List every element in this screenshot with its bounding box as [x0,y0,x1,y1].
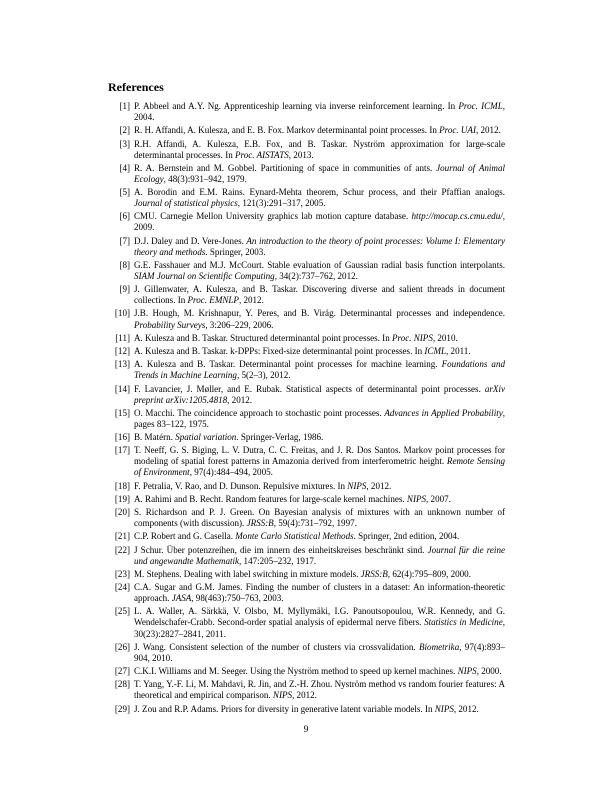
reference-number: [22] [114,544,130,555]
reference-segment: , 2012. [453,703,479,714]
reference-segment: T. Neeff, G. S. Biging, L. V. Dutra, C. C. Freitas, and J. R. Dos Santos. Markov point processes for modeling of spatial forest patterns in Amazonia derived from interferometric height. [134,445,505,467]
reference-text [134,445,505,477]
reference-segment: . Springer, 2003. [205,246,266,257]
reference-segment: F. Lavancier, J. Møller, and E. Rubak. Statistical aspects of determinantal point processes. [134,383,485,394]
reference-text [134,163,505,184]
reference-item [108,187,505,209]
reference-segment: A. Rahimi and B. Recht. Random features for large-scale kernel machines. [134,493,407,504]
reference-number: [7] [119,235,130,246]
reference-venue: Proc. ICML [458,101,503,111]
reference-text [134,101,505,122]
reference-number: [28] [114,679,130,690]
reference-venue: NIPS [457,666,477,677]
reference-segment: A. Kulesza and B. Taskar. k-DPPs: Fixed-size determinantal point processes. In [134,346,425,356]
reference-venue: Remote Sensing of Environment [134,456,505,478]
reference-venue: An introduction to the theory of point processes: Volume I: Elementary theory and methods [134,235,505,257]
reference-segment: L. A. Waller, A. Särkkä, V. Olsbo, M. Myllymäki, I.G. Panoutsopoulou, W.R. Kennedy, and G. Wendelschafer-Crabb. Second-order spatial analysis of epidermal nerve fibers. [134,606,505,628]
reference-segment: , 2012. [366,480,392,491]
reference-text [134,236,505,257]
reference-text [134,582,505,603]
reference-venue: JRSS:B [246,518,274,529]
reference-text [134,666,502,676]
reference-number: [10] [114,308,130,319]
reference-text [134,187,505,208]
reference-segment: T. Yang, Y.-F. Li, M. Mahdavi, R. Jin, and Z.-H. Zhou. Nyström method vs random fourier features: A theoretical and empirical comparison. [134,679,505,701]
reference-item [108,139,505,161]
reference-segment: B. Matérn. [134,432,176,443]
reference-segment: , 97(4):484–494, 2005. [189,467,273,478]
reference-item [108,284,505,306]
reference-venue: Probability Surveys [134,319,206,330]
reference-item [108,642,505,664]
reference-number: [29] [114,703,130,714]
reference-venue: http://mocap.cs.cmu.edu/ [411,211,503,222]
reference-text [134,346,471,356]
reference-segment: , 2004. [134,101,505,123]
reference-text [134,606,505,638]
reference-venue: Proc. AISTATS [235,149,289,160]
reference-segment: R. H. Affandi, A. Kulesza, and E. B. Fox. Markov determinantal point processes. In [134,125,440,136]
reference-segment: , 48(3):931–942, 1979. [163,173,247,184]
reference-text [134,408,505,429]
reference-item [108,582,505,604]
reference-item [108,333,505,344]
reference-segment: P. Abbeel and A.Y. Ng. Apprenticeship learning via inverse reinforcement learning. In [134,101,459,111]
reference-segment: A. Borodin and E.M. Rains. Eynard-Mehta theorem, Schur process, and their Pfaffian analogs. [134,187,505,198]
reference-segment: , 147:205–232, 1917. [239,555,317,566]
reference-venue: NIPS [434,703,454,714]
reference-number: [13] [114,359,130,370]
reference-number: [15] [114,407,130,418]
reference-text [134,679,505,700]
reference-segment: , 62(4):795–809, 2000. [387,568,471,579]
reference-segment: , 2013. [288,149,314,160]
reference-venue: Foundations and Trends in Machine Learning [134,359,505,381]
reference-venue: Monte Carlo Statistical Methods [235,531,354,542]
reference-segment: , 5(2–3), 2012. [236,370,291,381]
reference-text [134,284,505,305]
reference-segment: , 2010. [432,332,458,343]
reference-text [134,139,505,160]
reference-venue: NIPS [347,480,367,491]
reference-text [134,308,505,329]
reference-venue: NIPS [272,690,293,701]
reference-text [134,359,505,380]
reference-text [134,569,471,579]
reference-number: [25] [114,606,130,617]
reference-segment: C.K.I. Williams and M. Seeger. Using the Nyström method to speed up kernel machines. [134,666,458,677]
reference-venue: JASA [171,593,192,604]
reference-venue: Statistics in Medicine [424,617,503,628]
reference-number: [18] [114,480,130,491]
page-number: 9 [303,725,309,735]
reference-item [108,445,505,478]
reference-segment: O. Macchi. The coincidence approach to stochastic point processes. [134,407,385,418]
reference-venue: ICML [424,346,447,356]
reference-venue: NIPS [406,493,427,504]
reference-venue: Spatial variation [175,432,237,443]
reference-venue: Proc. UAI [439,125,476,136]
reference-number: [4] [119,162,130,173]
reference-item [108,494,505,505]
reference-number: [19] [114,493,130,504]
reference-number: [24] [114,582,130,593]
reference-segment: , 2012. [227,394,253,405]
reference-segment: . Springer-Verlag, 1986. [236,432,324,443]
reference-text [134,125,501,135]
reference-venue: SIAM Journal on Scientific Computing [134,270,275,281]
reference-number: [16] [114,432,130,443]
reference-item [108,569,505,580]
reference-text [134,531,459,541]
reference-segment: J. Gillenwater, A. Kulesza, and B. Taskar. Discovering diverse and salient threads in document collections. In [134,284,505,306]
reference-text [134,704,479,714]
reference-segment: , 2000. [476,666,502,677]
reference-venue: JRSS:B [360,568,388,579]
reference-item [108,666,505,677]
reference-item [108,163,505,185]
reference-segment: J.B. Hough, M. Krishnapur, Y. Peres, and B. Virág. Determinantal processes and independence. [134,308,505,319]
reference-segment: , 3:206–229, 2006. [205,319,274,330]
reference-text [134,507,505,528]
reference-segment: , 34(2):737–762, 2012. [274,270,358,281]
reference-segment: CMU. Carnegie Mellon University graphics lab motion capture database. [134,211,412,222]
reference-item [108,125,505,136]
reference-text [134,333,458,343]
reference-number: [9] [119,284,130,295]
reference-segment: S. Richardson and P. J. Green. On Bayesian analysis of mixtures with an unknown number of components (with discussion). [134,507,505,529]
reference-number: [17] [114,445,130,456]
section-title: References [108,80,164,94]
references-page [108,80,505,717]
reference-segment: R.H. Affandi, A. Kulesza, E.B. Fox, and B. Taskar. Nyström approximation for large-scale determinantal processes. In [134,138,505,160]
reference-text [134,642,505,663]
reference-text [134,494,451,504]
reference-item [108,260,505,282]
reference-item [108,101,505,123]
reference-venue: arXiv preprint arXiv:1205.4818 [134,383,505,405]
reference-number: [3] [119,138,130,149]
reference-item [108,236,505,258]
reference-segment: F. Petralia, V. Rao, and D. Dunson. Repulsive mixtures. In [134,480,348,491]
reference-venue: Proc. NIPS [391,332,433,343]
reference-item [108,211,505,233]
reference-segment: D.J. Daley and D. Vere-Jones. [134,235,247,246]
reference-segment: , pages 83–122, 1975. [134,407,506,429]
reference-venue: Proc. EMNLP [187,295,239,306]
reference-segment: R. A. Bernstein and M. Gobbel. Partitioning of space in communities of ants. [134,162,437,173]
reference-venue: Journal of Animal Ecology [134,162,505,184]
reference-item [108,432,505,443]
reference-number: [12] [114,346,130,356]
reference-item [108,679,505,701]
reference-segment: , 2009. [134,211,505,233]
reference-item [108,704,505,715]
reference-segment: , 2012. [292,690,317,701]
reference-item [108,359,505,381]
reference-segment: , 97(4):893–904, 2010. [134,641,505,663]
reference-number: [27] [114,666,130,677]
reference-segment: A. Kulesza and B. Taskar. Determinantal point processes for machine learning. [134,359,442,370]
reference-segment: , 2012. [238,295,264,306]
reference-segment: , 2012. [475,125,501,136]
reference-segment: , 2007. [426,493,451,504]
reference-number: [11] [115,332,130,343]
reference-text [134,545,505,566]
reference-number: [2] [119,125,130,136]
reference-venue: Journal für die reine und angewandte Mathematik [134,544,505,566]
reference-segment: C.A. Sugar and G.M. James. Finding the number of clusters in a dataset: An information-theoretic approach. [134,582,505,604]
reference-segment: J. Wang. Consistent selection of the number of clusters via crossvalidation. [134,641,420,652]
reference-venue: Biometrika [419,641,460,652]
reference-text [134,384,505,405]
reference-item [108,606,505,639]
reference-segment: , 98(463):750–763, 2003. [191,593,284,604]
reference-segment: G.E. Fasshauer and M.J. McCourt. Stable evaluation of Gaussian radial basis function interpolants. [134,259,505,270]
reference-segment: . Springer, 2nd edition, 2004. [353,531,460,542]
reference-segment: J. Zou and R.P. Adams. Priors for diversity in generative latent variable models. In [134,703,435,714]
reference-venue: Journal of statistical physics [134,198,238,209]
reference-segment: , 2011. [446,346,471,356]
reference-segment: C.P. Robert and G. Casella. [134,531,236,542]
reference-number: [6] [119,211,130,222]
reference-number: [5] [119,187,130,198]
reference-number: [1] [119,101,130,111]
reference-segment: M. Stephens. Dealing with label switching in mixture models. [134,568,361,579]
reference-text [134,260,505,281]
reference-item [108,531,505,542]
reference-number: [21] [114,531,130,542]
reference-text [134,432,323,442]
reference-text [134,211,505,232]
reference-number: [26] [114,641,130,652]
reference-segment: , 59(4):731–792, 1997. [273,518,357,529]
reference-item [108,308,505,330]
reference-venue: Advances in Applied Probability [384,407,503,418]
reference-segment: , 121(3):291–317, 2005. [237,198,326,209]
reference-list [108,101,505,715]
reference-segment: A. Kulesza and B. Taskar. Structured determinantal point processes. In [134,332,392,343]
reference-segment: , 30(23):2827–2841, 2011. [134,617,505,639]
reference-item [108,507,505,529]
reference-item [108,408,505,430]
reference-segment: J Schur. Über potenzreihen, die im innern des einheitskreises beschränkt sind. [134,544,428,555]
reference-item [108,545,505,567]
reference-number: [23] [114,568,130,579]
reference-item [108,481,505,492]
reference-text [134,481,391,491]
reference-number: [8] [119,259,130,270]
reference-item [108,384,505,406]
reference-number: [14] [114,383,130,394]
reference-number: [20] [114,507,130,518]
reference-item [108,346,505,357]
